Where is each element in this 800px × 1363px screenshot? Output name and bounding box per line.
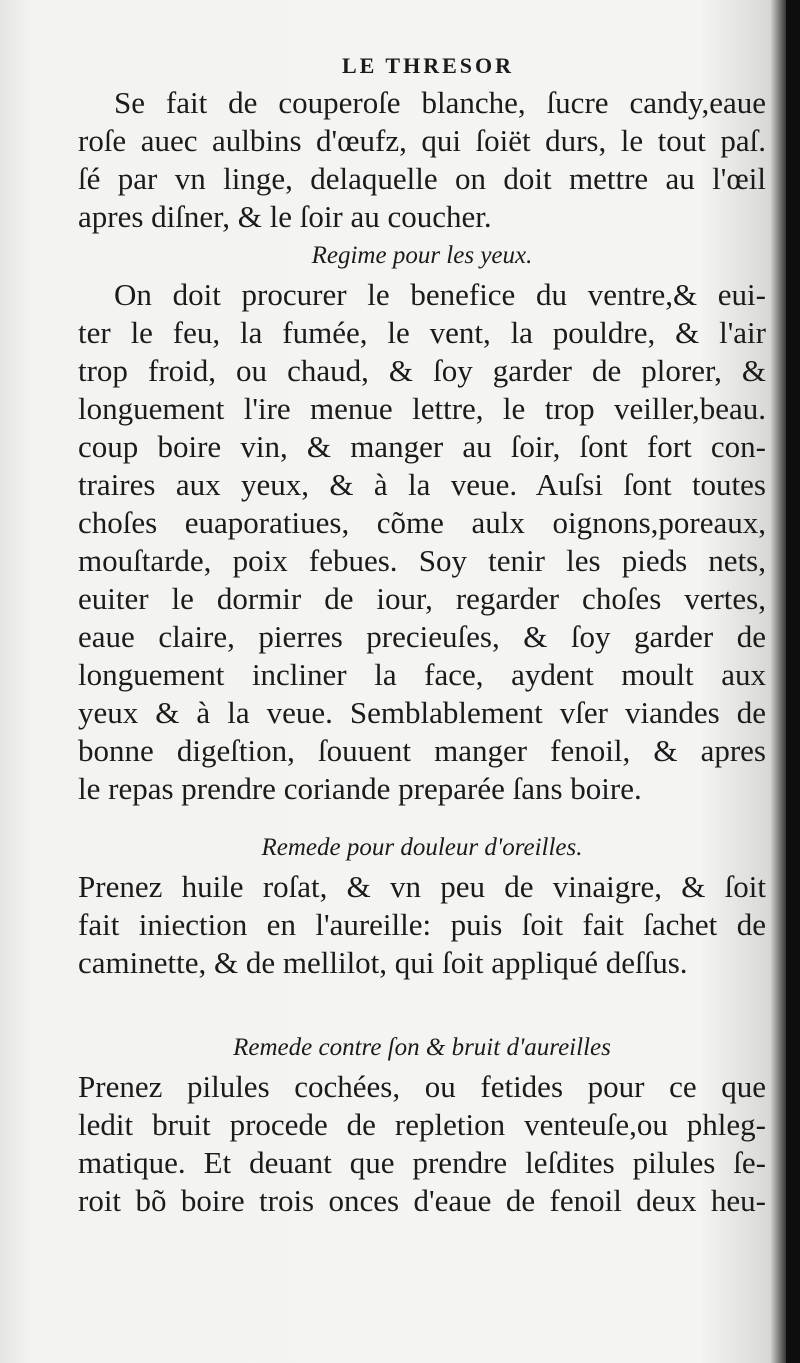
text-line: yeux & à la veue. Semblablement vſer viandes de xyxy=(78,695,766,730)
text-line: Se fait de couperoſe blanche, ſucre candy,eaue xyxy=(114,85,766,120)
text-line: roſe auec aulbins d'œufz, qui ſoiët durs, le tout paſ. xyxy=(78,123,766,158)
text-line: ter le feu, la fumée, le vent, la pouldre, & l'air xyxy=(78,315,766,350)
text-line: matique. Et deuant que prendre leſdites pilules ſe- xyxy=(78,1145,766,1180)
text-line: ledit bruit procede de repletion venteuſe,ou phleg- xyxy=(78,1107,766,1142)
text-line: euiter le dormir de iour, regarder choſes vertes, xyxy=(78,581,766,616)
spacer xyxy=(78,808,778,828)
text-line: coup boire vin, & manger au ſoir, ſont fort con- xyxy=(78,429,766,464)
text-line: roit bõ boire trois onces d'eaue de fenoil deux heu- xyxy=(78,1183,766,1218)
text-line: On doit procurer le benefice du ventre,& eui- xyxy=(114,277,766,312)
text-line: Prenez huile roſat, & vn peu de vinaigre, & ſoit xyxy=(78,869,766,904)
text-line: fait iniection en l'aureille: puis ſoit fait ſachet de xyxy=(78,907,766,942)
section-heading: Remede pour douleur d'oreilles. xyxy=(261,834,583,861)
section-heading: Regime pour les yeux. xyxy=(311,242,533,269)
text-line: le repas prendre coriande preparée ſans boire. xyxy=(78,771,642,806)
section-eye-wash xyxy=(78,84,778,236)
text-line: longuement incliner la face, aydent moult aux xyxy=(78,657,766,692)
text-line: trop froid, ou chaud, & ſoy garder de plorer, & xyxy=(78,353,766,388)
page-edge-shadow xyxy=(786,0,800,1363)
spacer xyxy=(78,982,778,1028)
text-line: ſé par vn linge, delaquelle on doit mettre au l'œil xyxy=(78,161,766,196)
page-text xyxy=(78,50,778,1220)
text-line: apres diſner, & le ſoir au coucher. xyxy=(78,199,492,234)
text-line: choſes euaporatiues, cõme aulx oignons,poreaux, xyxy=(78,505,766,540)
section-eye-regimen xyxy=(78,236,778,808)
section-ear-noise xyxy=(78,1028,778,1220)
text-line: caminette, & de mellilot, qui ſoit appliqué deſſus. xyxy=(78,945,688,980)
text-line: traires aux yeux, & à la veue. Auſsi ſont toutes xyxy=(78,467,766,502)
section-ear-pain xyxy=(78,828,778,982)
text-line: bonne digeſtion, ſouuent manger fenoil, & apres xyxy=(78,733,766,768)
text-line: longuement l'ire menue lettre, le trop veiller,beau. xyxy=(78,391,766,426)
text-line: mouſtarde, poix febues. Soy tenir les pieds nets, xyxy=(78,543,766,578)
running-head: LE THRESOR xyxy=(341,53,515,78)
text-line: eaue claire, pierres precieuſes, & ſoy garder de xyxy=(78,619,766,654)
section-heading: Remede contre ſon & bruit d'aureilles xyxy=(233,1034,611,1061)
text-line: Prenez pilules cochées, ou fetides pour ce que xyxy=(78,1069,766,1104)
